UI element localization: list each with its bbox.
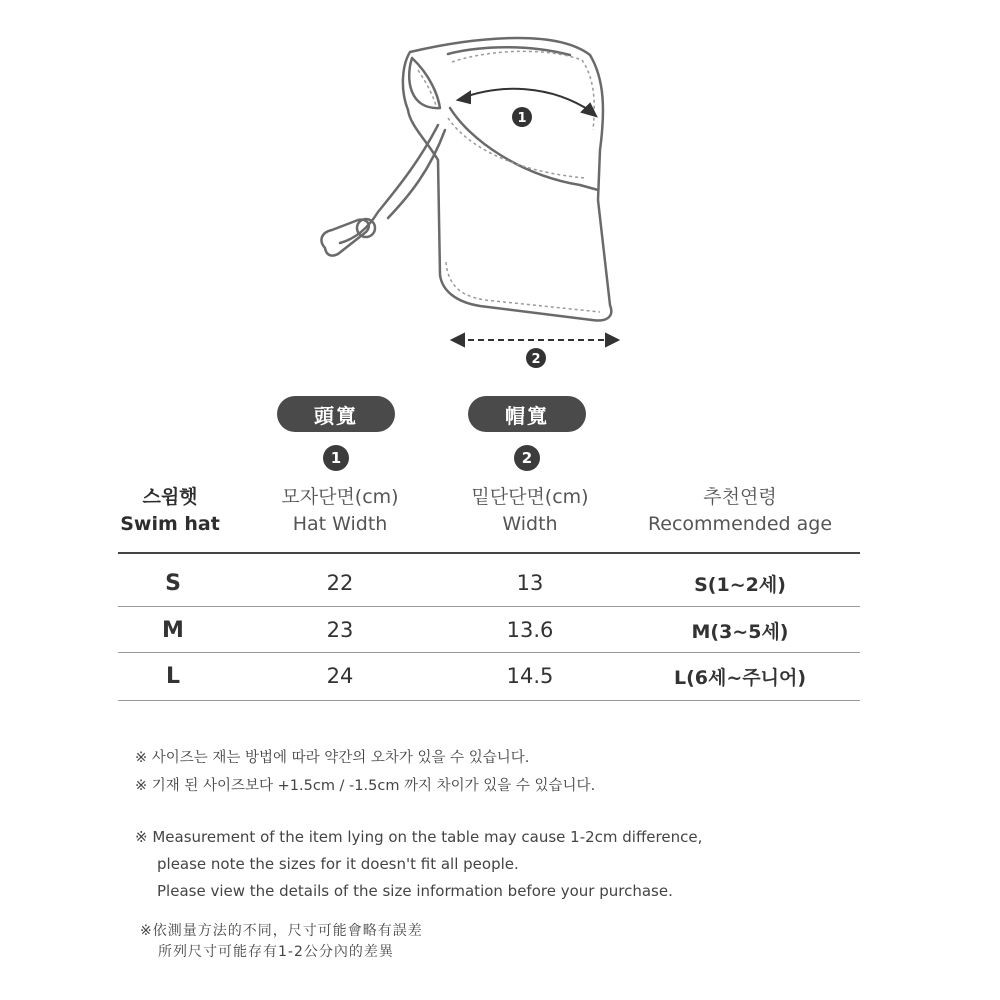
header-product [110, 484, 230, 538]
hat-width-pill: 帽寬 [468, 396, 586, 432]
table-row [118, 560, 860, 606]
header-brim-width-ko: 밑단단면(cm) [471, 486, 589, 508]
notes-chinese [140, 921, 423, 963]
stitch-side [448, 118, 585, 178]
header-age-en: Recommended age [647, 513, 833, 535]
hat-visor-line [409, 58, 440, 108]
measure-arrow-1-head-left [458, 92, 470, 103]
table-row [118, 653, 860, 699]
header-age-ko: 추천연령 [703, 486, 777, 508]
row-width: 13.6 [506, 618, 554, 642]
note-en-2: please note the sizes for it doesn't fit all people. [157, 855, 519, 873]
head-width-pill: 頭寬 [277, 396, 395, 432]
hat-strap-2 [388, 130, 445, 218]
hat-crown-seam [448, 47, 570, 55]
hat-toggle [321, 220, 368, 256]
header-product-en: Swim hat [120, 513, 220, 535]
hat-strap [340, 125, 438, 243]
header-hat-width-ko: 모자단면(cm) [281, 486, 399, 508]
measure-arrow-2-head-left [452, 334, 464, 346]
header-hat-width-en: Hat Width [292, 513, 388, 535]
marker-2-badge: 2 [514, 445, 540, 471]
swim-hat-drawing [300, 30, 700, 370]
measure-arrow-2-head-right [606, 334, 618, 346]
marker-1-label: 1 [517, 111, 527, 126]
row-age: M(3~5세) [691, 620, 789, 643]
marker-2-label: 2 [531, 352, 541, 367]
header-hat-width [255, 484, 425, 538]
row-width: 13 [516, 571, 544, 595]
row-size: M [162, 617, 184, 643]
notes-english [135, 824, 702, 905]
row-hat-width: 23 [326, 618, 354, 642]
note-en-1: ※ Measurement of the item lying on the table may cause 1-2cm difference, [135, 828, 703, 846]
swim-hat-illustration [300, 30, 700, 370]
table-header-divider [118, 552, 860, 554]
header-product-ko: 스윔햇 [142, 486, 198, 508]
table-bottom-divider [118, 700, 860, 701]
notes-korean [135, 744, 595, 800]
header-brim-width [445, 484, 615, 538]
note-zh-2: 所列尺寸可能存有1-2公分內的差異 [158, 944, 394, 960]
marker-1-badge: 1 [323, 445, 349, 471]
row-size: L [165, 663, 181, 689]
row-size: S [165, 570, 181, 596]
note-ko-1: ※ 사이즈는 재는 방법에 따라 약간의 오차가 있을 수 있습니다. [135, 750, 530, 766]
row-age: S(1~2세) [694, 573, 786, 596]
note-zh-1: ※依測量方法的不同，尺寸可能會略有誤差 [140, 923, 423, 939]
row-hat-width: 24 [326, 664, 354, 688]
note-ko-2: ※ 기재 된 사이즈보다 +1.5cm / -1.5cm 까지 차이가 있을 수 있습니다. [135, 778, 596, 794]
header-brim-width-en: Width [502, 513, 558, 535]
row-age: L(6세~주니어) [673, 666, 807, 689]
row-width: 14.5 [506, 664, 554, 688]
row-hat-width: 22 [326, 571, 354, 595]
note-en-3: Please view the details of the size information before your purchase. [157, 882, 673, 900]
header-age [620, 484, 860, 538]
table-row [118, 607, 860, 653]
hat-outer-top [403, 38, 611, 320]
